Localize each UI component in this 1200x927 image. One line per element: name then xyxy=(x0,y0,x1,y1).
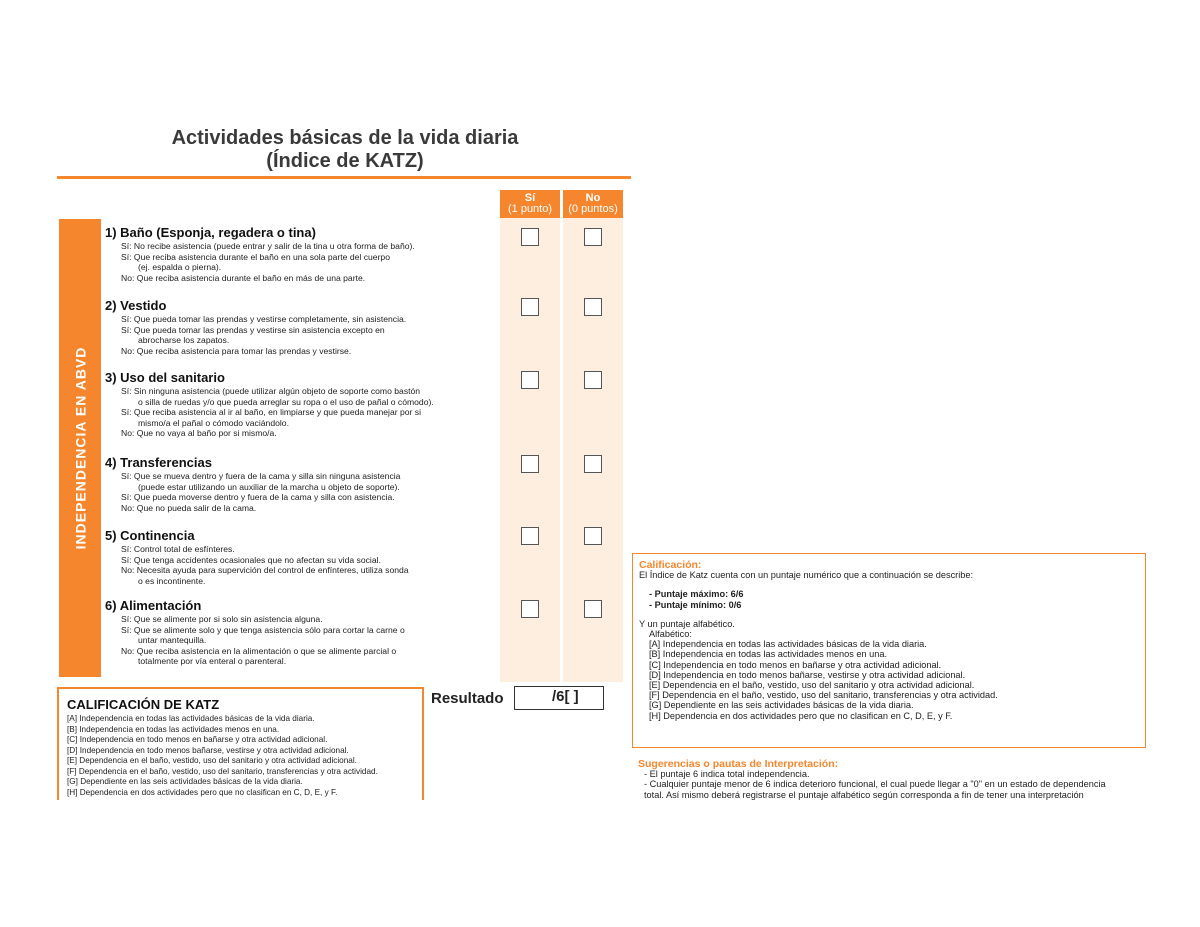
page-title xyxy=(60,127,630,173)
katz-line: [G] Dependiente en las seis actividades básicas de la vida diaria. xyxy=(67,777,303,786)
item-heading: 6) Alimentación xyxy=(105,598,202,613)
item-line: Sí: Que se alimente por si solo sin asistencia alguna. xyxy=(121,614,323,624)
item-line: Sí: Que reciba asistencia al ir al baño, en limpiarse y que pueda manejar por si xyxy=(121,407,421,418)
checkbox-sanitario-si[interactable] xyxy=(521,371,539,389)
no-sub: (0 puntos) xyxy=(568,203,618,215)
item-line: Sí: Que pueda moverse dentro y fuera de la cama y silla con asistencia. xyxy=(121,492,395,503)
alpha-line: [G] Dependiente en las seis actividades básicas de la vida diaria. xyxy=(649,700,914,711)
alpha-line: [A] Independencia en todas las actividades básicas de la vida diaria. xyxy=(649,639,927,650)
katz-line: [C] Independencia en todo menos en bañarse y otra actividad adicional. xyxy=(67,735,328,744)
item-line: totalmente por vía enteral o parenteral. xyxy=(138,656,287,667)
sugerencia-line: - Cualquier puntaje menor de 6 indica deterioro funcional, el cual puede llegar a "0" en un estado de dependencia xyxy=(644,779,1106,790)
item-heading: 2) Vestido xyxy=(105,298,167,313)
item-line: mismo/a el pañal o cómodo vaciándolo. xyxy=(138,417,289,428)
checkbox-bano-no[interactable] xyxy=(584,228,602,246)
sugerencias-section xyxy=(638,759,1158,801)
katz-line: [F] Dependencia en el baño, vestido, uso del sanitario, transferencias y otra actividad. xyxy=(67,766,378,776)
alpha-line: [D] Independencia en todo menos bañarse, vestirse y otra actividad adicional. xyxy=(649,669,966,680)
alpha-line: [B] Independencia en todas las actividades menos en una. xyxy=(649,649,888,660)
si-label: Sí xyxy=(524,192,536,204)
checkbox-continencia-no[interactable] xyxy=(584,527,602,545)
checkbox-vestido-si[interactable] xyxy=(521,298,539,316)
alpha-intro: Y un puntaje alfabético. xyxy=(639,618,735,629)
checkbox-alimentacion-si[interactable] xyxy=(521,600,539,618)
katz-scale-box xyxy=(57,687,424,800)
alpha-line: [H] Dependencia en dos actividades pero que no clasifican en C, D, E, y F. xyxy=(649,710,953,721)
item-heading: 3) Uso del sanitario xyxy=(105,370,225,385)
item-heading: 1) Baño (Esponja, regadera o tina) xyxy=(105,225,316,240)
title-line-1: Actividades básicas de la vida diaria xyxy=(171,127,519,149)
puntaje-maximo: - Puntaje máximo: 6/6 xyxy=(649,589,744,600)
checkbox-transferencias-si[interactable] xyxy=(521,455,539,473)
katz-scale-title: CALIFICACIÓN DE KATZ xyxy=(67,697,220,712)
checkbox-transferencias-no[interactable] xyxy=(584,455,602,473)
item-alimentacion xyxy=(105,598,515,667)
item-line: No: Necesita ayuda para supervición del control de enfínteres, utiliza sonda xyxy=(121,565,409,576)
result-label: Resultado xyxy=(431,690,504,707)
checkbox-continencia-si[interactable] xyxy=(521,527,539,545)
item-line: No: Que no pueda salir de la cama. xyxy=(121,502,257,513)
alpha-line: [E] Dependencia en el baño, vestido, uso del sanitario y otra actividad adicional. xyxy=(649,680,975,691)
si-column-header xyxy=(500,190,560,218)
item-line: (puede estar utilizando un auxiliar de la marcha u objeto de soporte). xyxy=(138,481,400,492)
item-line: Sí: Que se alimente solo y que tenga asistencia sólo para cortar la carne o xyxy=(121,624,405,635)
checkbox-alimentacion-no[interactable] xyxy=(584,600,602,618)
side-band-label: INDEPENDENCIA EN ABVD xyxy=(72,346,89,550)
katz-line: [B] Independencia en todas las actividades menos en una. xyxy=(67,724,280,734)
item-line: Sí: Que pueda tomar las prendas y vestirse completamente, sin asistencia. xyxy=(121,314,407,324)
alpha-line: [C] Independencia en todo menos en bañarse y otra actividad adicional. xyxy=(649,659,942,670)
calificacion-intro: El Índice de Katz cuenta con un puntaje numérico que a continuación se describe: xyxy=(639,570,974,581)
item-bano xyxy=(105,225,515,283)
calificacion-heading: Calificación: xyxy=(639,559,702,571)
puntaje-minimo: - Puntaje mínimo: 0/6 xyxy=(649,599,742,610)
item-heading: 5) Continencia xyxy=(105,528,195,543)
sugerencias-heading: Sugerencias o pautas de Interpretación: xyxy=(638,759,839,770)
item-line: Sí: Que reciba asistencia durante el baño en una sola parte del cuerpo xyxy=(121,251,390,262)
item-line: untar mantequilla. xyxy=(138,635,207,646)
katz-line: [A] Independencia en todas las actividades básicas de la vida diaria. xyxy=(67,714,315,723)
sugerencia-line: - El puntaje 6 indica total independencia. xyxy=(644,769,810,780)
item-heading: 4) Transferencias xyxy=(105,455,212,470)
checkbox-vestido-no[interactable] xyxy=(584,298,602,316)
alpha-line: [F] Dependencia en el baño, vestido, uso del sanitario, transferencias y otra actividad. xyxy=(649,690,998,701)
item-line: Sí: Que se mueva dentro y fuera de la cama y silla sin ninguna asistencia xyxy=(121,471,401,481)
item-vestido xyxy=(105,298,515,356)
item-line: No: Que no vaya al baño por si mismo/a. xyxy=(121,428,277,439)
side-band xyxy=(59,219,101,677)
si-sub: (1 punto) xyxy=(507,203,553,215)
item-line: Sí: Que tenga accidentes ocasionales que no afectan su vida social. xyxy=(121,554,381,565)
item-line: o silla de ruedas y/o que pueda arreglar su ropa o el uso de pañal o cómodo). xyxy=(138,396,434,407)
katz-line: [D] Independencia en todo menos bañarse, vestirse y otra actividad adicional. xyxy=(67,745,349,755)
no-label: No xyxy=(585,192,601,204)
item-line: No: Que reciba asistencia en la alimentación o que se alimente parcial o xyxy=(121,645,397,656)
item-line: Sí: Que pueda tomar las prendas y vestirse sin asistencia excepto en xyxy=(121,324,385,335)
item-line: abrocharse los zapatos. xyxy=(138,335,230,346)
sugerencia-line: total. Así mismo deberá registrarse el puntaje alfabético según corresponda a fin de tener una interpretación xyxy=(644,789,1084,800)
calificacion-box xyxy=(632,553,1146,748)
checkbox-bano-si[interactable] xyxy=(521,228,539,246)
item-line: Sí: No recibe asistencia (puede entrar y salir de la tina u otra forma de baño). xyxy=(121,241,415,251)
item-line: No: Que reciba asistencia para tomar las prendas y vestirse. xyxy=(121,345,352,356)
alpha-label: Alfabético: xyxy=(649,629,692,640)
item-transferencias xyxy=(105,455,515,513)
katz-line: [H] Dependencia en dos actividades pero que no clasifican en C, D, E, y F. xyxy=(67,787,338,797)
no-column-header xyxy=(563,190,623,218)
item-line: Sí: Sin ninguna asistencia (puede utilizar algún objeto de soporte como bastón xyxy=(121,386,421,396)
item-line: (ej. espalda o pierna). xyxy=(138,262,222,273)
title-line-2: (Índice de KATZ) xyxy=(266,150,424,172)
item-line: Sí: Control total de esfínteres. xyxy=(121,544,235,554)
item-line: No: Que reciba asistencia durante el baño en más de una parte. xyxy=(121,272,366,283)
item-sanitario xyxy=(105,370,515,439)
title-divider xyxy=(57,176,631,179)
item-continencia xyxy=(105,528,515,586)
item-line: o es incontinente. xyxy=(138,575,206,586)
katz-line: [E] Dependencia en el baño, vestido, uso del sanitario y otra actividad adicional. xyxy=(67,756,357,765)
checkbox-sanitario-no[interactable] xyxy=(584,371,602,389)
result-field[interactable]: /6[ ] xyxy=(514,686,604,710)
